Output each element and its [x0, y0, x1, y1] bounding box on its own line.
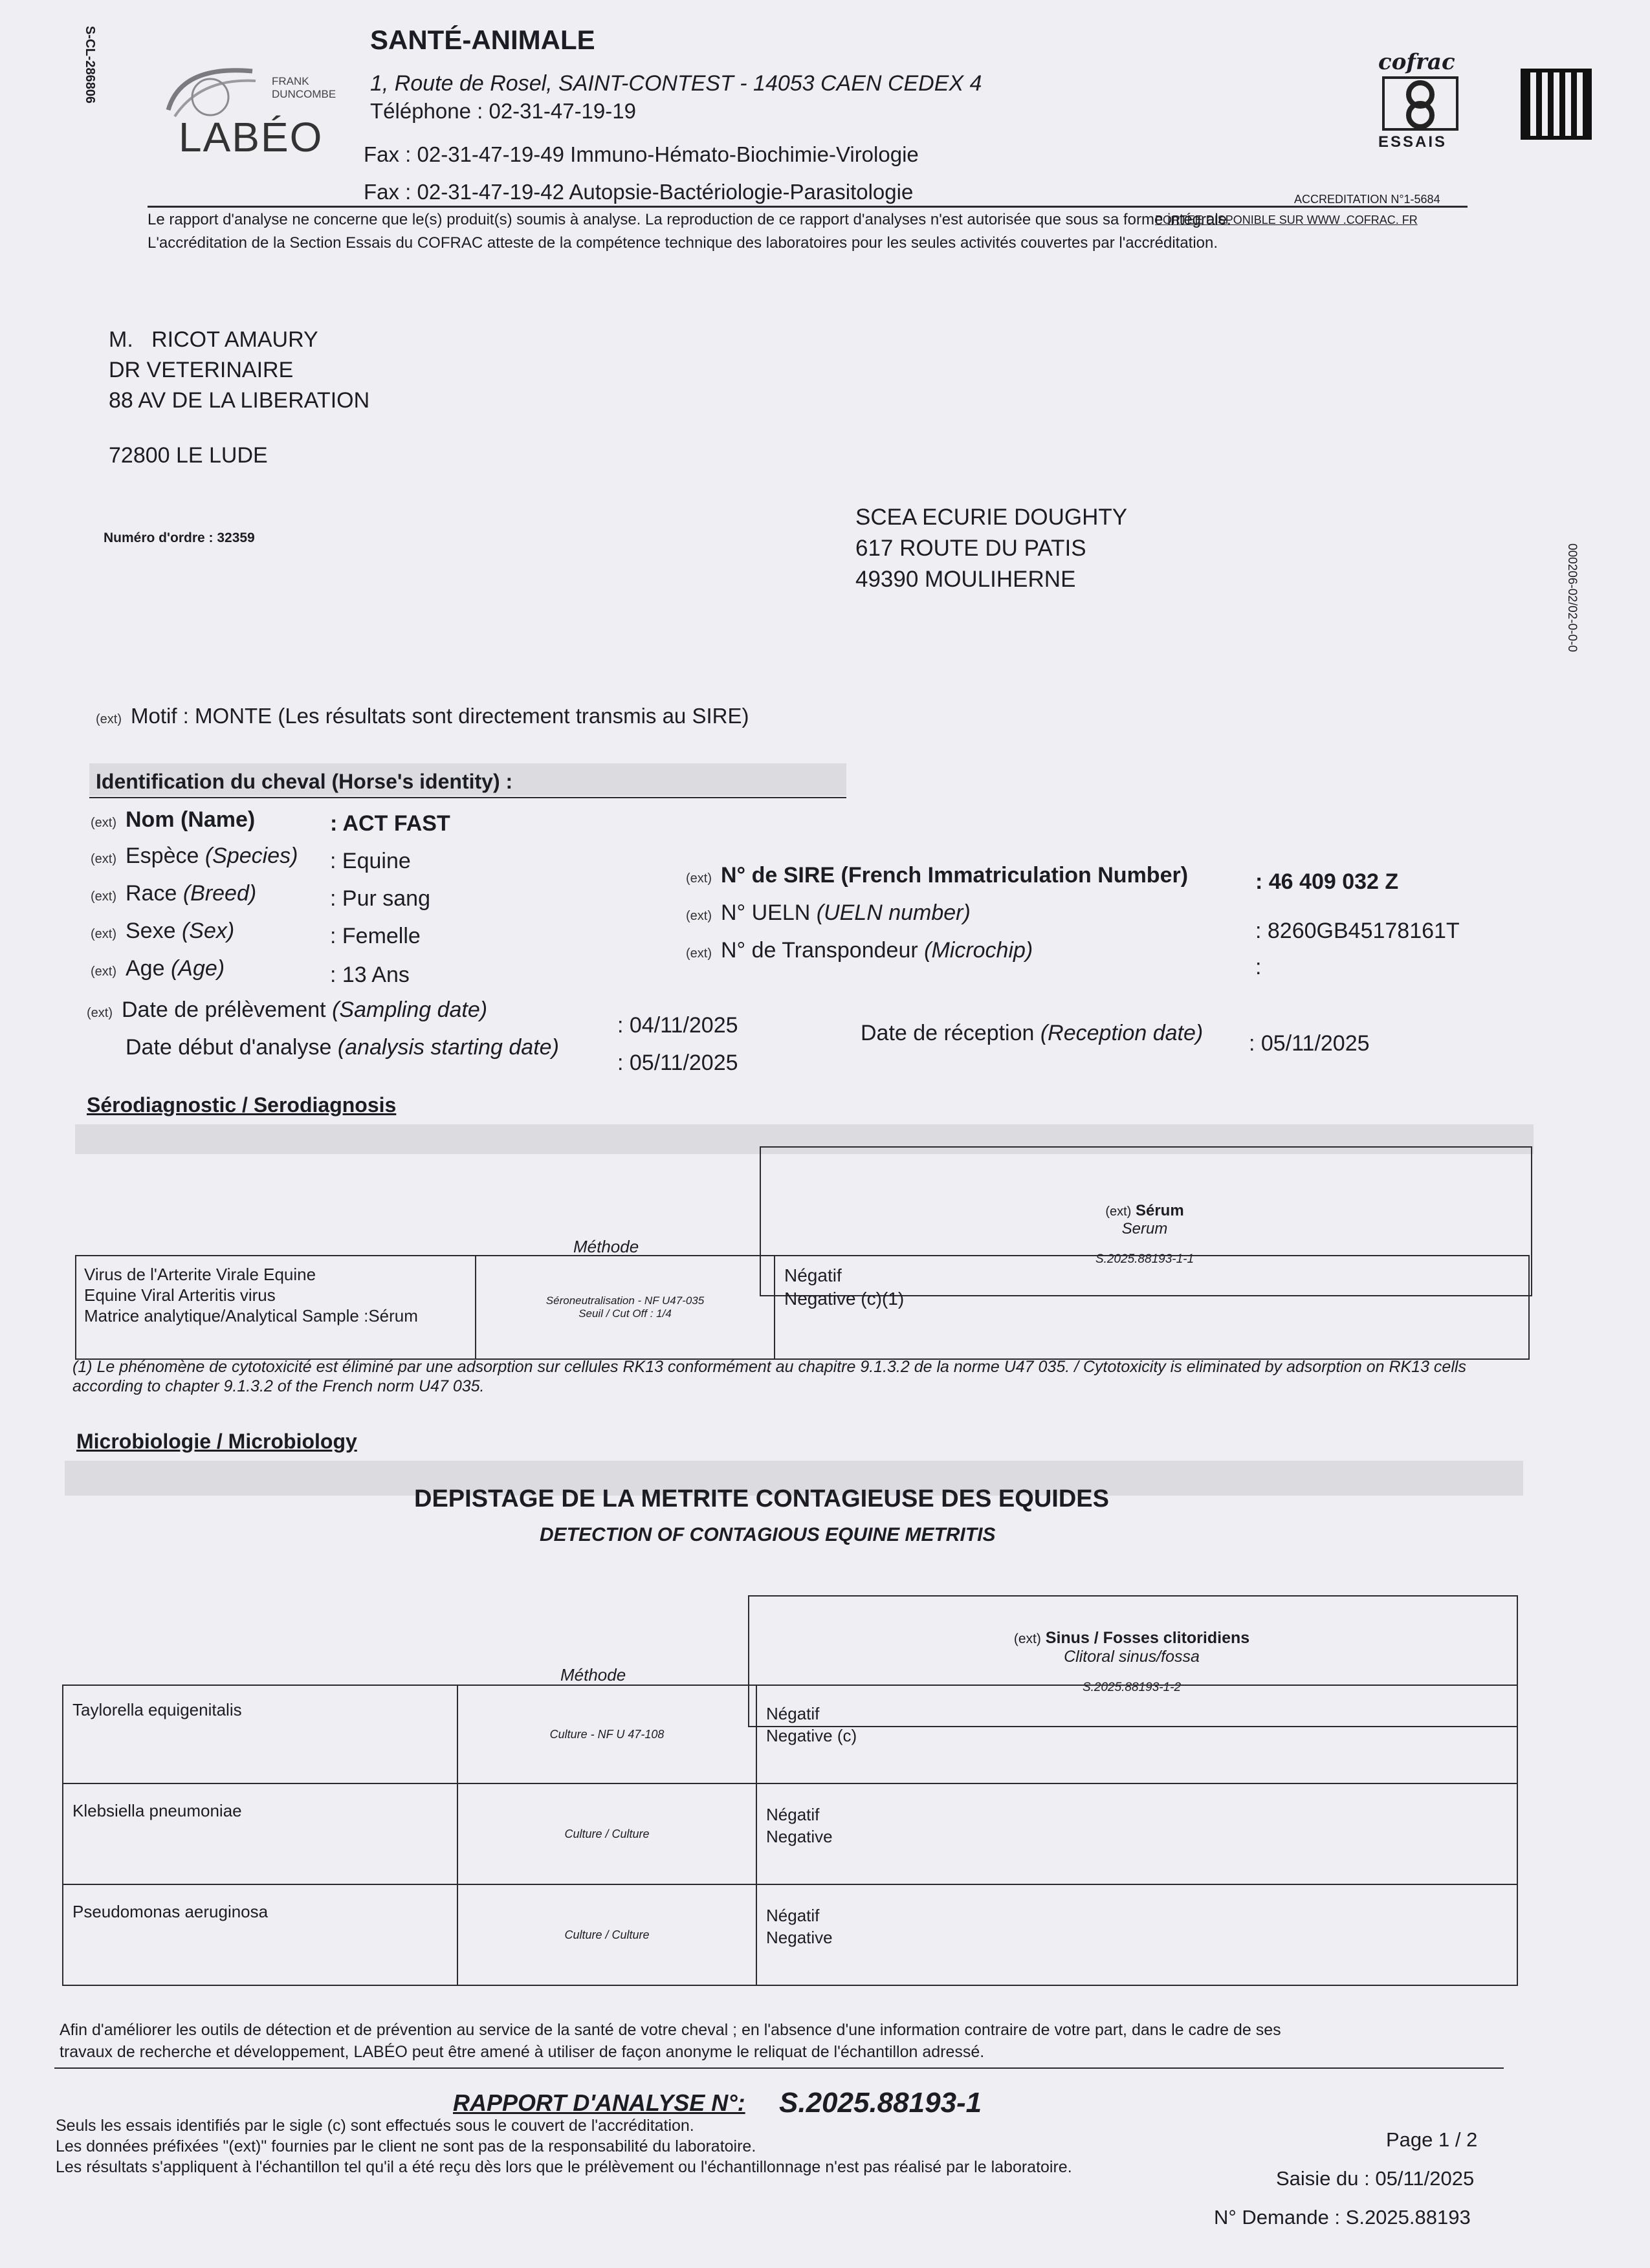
serology-method-header: Méthode [573, 1237, 639, 1256]
saisie-date: Saisie du : 05/11/2025 [1276, 2167, 1475, 2190]
result-cell [756, 1783, 1517, 1884]
research-notice-2: travaux de recherche et développement, LABÉO peut être amené à utiliser de façon anonyme le reliquat de l'échantillon adressé. [60, 2043, 985, 2061]
ueln-label: N° UELN [721, 900, 811, 925]
header-rule [148, 206, 1468, 208]
serology-footnote: (1) Le phénomène de cytotoxicité est éliminé par une adsorption sur cellules RK13 conformément au chapitre 9.1.3.2 de la norme U47 035. / Cytotoxicity is eliminated by adsorption on RK13 cells according to chapter 9.1.3.2 of the French norm U47 035. [72, 1358, 1466, 1395]
recipient-city: 72800 LE LUDE [109, 443, 268, 468]
microbiology-heading: Microbiologie / Microbiology [76, 1430, 357, 1453]
horse-name-label: Nom (Name) [126, 807, 256, 832]
analyte-en: Equine Viral Arteritis virus [84, 1285, 276, 1305]
serology-sample-name: Sérum [1135, 1202, 1184, 1219]
research-notice-1: Afin d'améliorer les outils de détection et de prévention au service de la santé de votre cheval ; en l'absence d'une information contraire de votre part, dans le cadre de ses [60, 2021, 1281, 2039]
table-row [76, 1256, 1529, 1359]
transponder-value: : [1255, 955, 1262, 979]
ext-tag: (ext) [686, 871, 712, 886]
lab-phone: Téléphone : 02-31-47-19-19 [370, 99, 636, 123]
page-number: Page 1 / 2 [1386, 2128, 1478, 2151]
motif-line [96, 704, 749, 728]
breed-label: Race [126, 881, 177, 906]
lab-address: 1, Route de Rosel, SAINT-CONTEST - 14053 CAEN CEDEX 4 [370, 71, 982, 96]
doc-code: S-CL-286806 [83, 26, 97, 104]
ext-tag: (ext) [1013, 1631, 1041, 1646]
cofrac-logo-text: cofrac [1378, 49, 1455, 75]
horse-name-row [91, 807, 255, 833]
footer-note-3: Les résultats s'appliquent à l'échantillon tel qu'il a été reçu dès lors que le prélèvement ou l'échantillonnage n'est pas réalisé par le laboratoire. [56, 2158, 1072, 2176]
report-label: RAPPORT D'ANALYSE N°: [453, 2089, 745, 2116]
age-value: : 13 Ans [330, 963, 410, 987]
reception-value: : 05/11/2025 [1249, 1031, 1370, 1056]
result-en: Negative [766, 1928, 833, 1947]
ext-tag: (ext) [686, 946, 712, 961]
table-row [63, 1685, 1517, 1783]
method: Culture / Culture [564, 1827, 650, 1840]
owner-block [855, 502, 1127, 595]
cofrac-essais: ESSAIS [1378, 133, 1447, 151]
method: Culture / Culture [564, 1928, 650, 1941]
micro-sample-name-en: Clitoral sinus/fossa [1064, 1648, 1200, 1666]
micro-sample-name: Sinus / Fosses clitoridiens [1045, 1629, 1250, 1647]
method-cell [457, 1884, 756, 1985]
footer-rule [54, 2067, 1504, 2069]
recipient-title: DR VETERINAIRE [109, 358, 294, 382]
footer-note-2: Les données préfixées "(ext)" fournies par le client ne sont pas de la responsabilité du laboratoire. [56, 2137, 756, 2155]
table-row [63, 1884, 1517, 1985]
owner-name: SCEA ECURIE DOUGHTY [855, 505, 1128, 530]
result-cell [756, 1884, 1517, 1985]
reception-label-en: (Reception date) [1040, 1021, 1204, 1045]
cofrac-mark-icon [1378, 75, 1462, 133]
transponder-row [686, 938, 1033, 963]
result-fr: Négatif [766, 1906, 820, 1925]
breed-label-en: (Breed) [182, 881, 257, 906]
labeo-logo [155, 52, 349, 168]
result-fr: Négatif [784, 1265, 842, 1285]
demande-number: N° Demande : S.2025.88193 [1214, 2206, 1471, 2229]
age-label: Age [126, 956, 165, 981]
ext-tag: (ext) [1105, 1205, 1132, 1219]
analyte-name: Taylorella equigenitalis [72, 1700, 242, 1719]
species-value: : Equine [330, 849, 411, 873]
age-label-en: (Age) [170, 956, 225, 981]
cutoff: Seuil / Cut Off : 1/4 [578, 1307, 672, 1320]
analyte-matrix: Matrice analytique/Analytical Sample :Sérum [84, 1306, 418, 1325]
service-title: SANTÉ-ANIMALE [370, 25, 595, 55]
notice-line-2: L'accréditation de la Section Essais du COFRAC atteste de la compétence technique des laboratoires pour les seules activités couvertes par l'accréditation. [148, 234, 1218, 252]
analyte-fr: Virus de l'Arterite Virale Equine [84, 1265, 316, 1284]
notice-line-1: Le rapport d'analyse ne concerne que le(s) produit(s) soumis à analyse. La reproduction de ce rapport d'analyses n'est autorisée que sous sa forme intégrale. [148, 211, 1231, 228]
micro-sample-id: S.2025.88193-1-2 [1082, 1681, 1182, 1694]
sex-label: Sexe [126, 919, 176, 943]
ueln-label-en: (UELN number) [816, 900, 971, 925]
order-number: Numéro d'ordre : 32359 [104, 530, 255, 545]
horse-name-value: : ACT FAST [330, 811, 450, 836]
qr-code [1521, 69, 1592, 140]
ext-tag: (ext) [91, 889, 116, 904]
age-row [91, 956, 225, 981]
cem-title: DEPISTAGE DE LA METRITE CONTAGIEUSE DES EQUIDES [414, 1485, 1109, 1512]
ext-tag: (ext) [91, 852, 116, 866]
analysis-start-label: Date début d'analyse [126, 1035, 332, 1060]
result-en: Negative (c) [766, 1726, 857, 1745]
sampling-date-row [87, 998, 487, 1023]
serology-sample-id: S.2025.88193-1-1 [1095, 1252, 1194, 1266]
analyte-cell [63, 1783, 457, 1884]
labeo-subname: FRANK DUNCOMBE [272, 75, 336, 100]
sire-value: : 46 409 032 Z [1255, 869, 1399, 894]
ext-tag: (ext) [87, 1006, 113, 1020]
sex-label-en: (Sex) [181, 919, 235, 943]
breed-row [91, 881, 256, 906]
sampling-date-label-en: (Sampling date) [332, 998, 488, 1022]
ext-tag: (ext) [91, 965, 116, 979]
lab-fax-1: Fax : 02-31-47-19-49 Immuno-Hémato-Biochimie-Virologie [364, 142, 919, 166]
motif-text: Motif : MONTE (Les résultats sont directement transmis au SIRE) [131, 704, 749, 728]
result-cell [756, 1685, 1517, 1783]
ueln-value: : 8260GB45178161T [1255, 919, 1460, 943]
method-cell [457, 1783, 756, 1884]
side-code: 000206-02/02-0-0-0 [1565, 543, 1579, 652]
owner-street: 617 ROUTE DU PATIS [855, 536, 1086, 561]
result-en: Negative [766, 1827, 833, 1846]
serology-sample-name-en: Serum [1121, 1220, 1168, 1238]
sex-value: : Femelle [330, 924, 421, 948]
species-label: Espèce [126, 844, 199, 868]
ext-tag: (ext) [91, 816, 116, 830]
identity-heading-rule [89, 797, 846, 798]
recipient-name: M. RICOT AMAURY [109, 327, 318, 352]
method: Séroneutralisation - NF U47-035 [545, 1294, 705, 1307]
recipient-street: 88 AV DE LA LIBERATION [109, 388, 370, 413]
labeo-name: LABÉO [179, 114, 324, 160]
table-row [63, 1783, 1517, 1884]
transponder-label: N° de Transpondeur [721, 938, 918, 963]
sampling-date-label: Date de prélèvement [122, 998, 326, 1022]
analyte-cell [63, 1884, 457, 1985]
result-en: Negative (c)(1) [784, 1289, 905, 1309]
analyte-name: Klebsiella pneumoniae [72, 1801, 242, 1820]
ext-tag: (ext) [686, 909, 712, 923]
sire-label: N° de SIRE (French Immatriculation Number) [721, 863, 1189, 888]
serology-method-cell [476, 1256, 775, 1359]
cofrac-logo [1378, 49, 1469, 179]
analysis-start-label-en: (analysis starting date) [337, 1035, 559, 1060]
ext-tag: (ext) [96, 712, 122, 726]
reception-row [861, 1021, 1203, 1046]
transponder-label-en: (Microchip) [924, 938, 1033, 963]
serology-analyte-cell [76, 1256, 476, 1359]
serology-result-cell [775, 1256, 1529, 1359]
species-row [91, 844, 298, 869]
ext-tag: (ext) [91, 927, 116, 941]
result-fr: Négatif [766, 1704, 820, 1723]
sex-row [91, 919, 234, 944]
cem-subtitle: DETECTION OF CONTAGIOUS EQUINE METRITIS [540, 1524, 996, 1545]
sire-row [686, 863, 1188, 888]
species-label-en: (Species) [204, 844, 298, 868]
analysis-start-row [126, 1035, 559, 1060]
method-cell [457, 1685, 756, 1783]
footer-note-1: Seuls les essais identifiés par le sigle (c) sont effectués sous le couvert de l'accréditation. [56, 2117, 694, 2135]
analyte-name: Pseudomonas aeruginosa [72, 1902, 269, 1921]
owner-city: 49390 MOULIHERNE [855, 567, 1076, 592]
result-fr: Négatif [766, 1805, 820, 1824]
breed-value: : Pur sang [330, 886, 430, 911]
micro-method-header: Méthode [560, 1665, 626, 1685]
micro-table [62, 1685, 1518, 1986]
identity-heading: Identification du cheval (Horse's identity) : [96, 770, 513, 793]
sampling-date-value: : 04/11/2025 [617, 1013, 738, 1038]
serology-table [75, 1255, 1530, 1360]
reception-label: Date de réception [861, 1021, 1035, 1045]
method: Culture - NF U 47-108 [549, 1727, 665, 1741]
analysis-start-value: : 05/11/2025 [617, 1051, 738, 1075]
analyte-cell [63, 1685, 457, 1783]
ueln-row [686, 900, 971, 926]
lab-fax-2: Fax : 02-31-47-19-42 Autopsie-Bactériologie-Parasitologie [364, 180, 914, 204]
serology-heading: Sérodiagnostic / Serodiagnosis [87, 1093, 397, 1117]
report-number: S.2025.88193-1 [779, 2087, 982, 2119]
recipient-block [109, 325, 369, 471]
accreditation-number: ACCREDITATION N°1-5684 [1294, 193, 1440, 206]
cofrac-scope: PORTEE DISPONIBLE SUR WWW .COFRAC. FR [1155, 213, 1418, 226]
